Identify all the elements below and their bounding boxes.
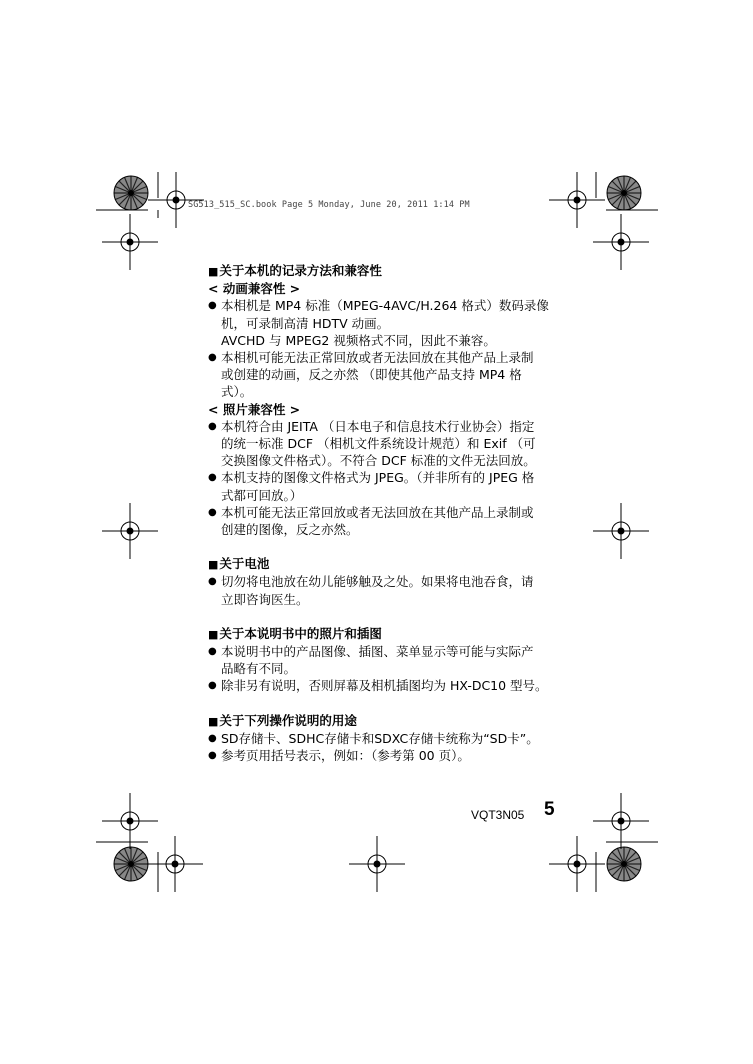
list-item-text: 交换图像文件格式）。不符合 DCF 标准的文件无法回放。 — [221, 453, 536, 469]
bullet-icon: ● — [208, 352, 217, 364]
page-number: 5 — [544, 799, 555, 820]
square-bullet-icon: ■ — [208, 627, 219, 641]
square-bullet-icon: ■ — [208, 558, 219, 572]
subsection-title: < 动画兼容性 > — [208, 281, 301, 297]
list-item-text: 或创建的动画，反之亦然 （即使其他产品支持 MP4 格 — [221, 367, 522, 383]
manual-content — [208, 262, 564, 764]
print-slug-header: SG513_515_SC.book Page 5 Monday, June 20, 2011 1:14 PM — [188, 200, 470, 210]
section-title — [208, 625, 564, 643]
section-title-text: 关于下列操作说明的用途 — [219, 712, 357, 728]
subsection-title: < 照片兼容性 > — [208, 401, 301, 417]
list-item — [208, 349, 564, 401]
section-gap — [208, 608, 564, 625]
section-title-text: 关于本说明书中的照片和插图 — [219, 625, 382, 641]
list-item — [208, 418, 564, 470]
list-item-text: 本说明书中的产品图像、插图、菜单显示等可能与实际产 — [221, 644, 534, 660]
bullet-icon: ● — [208, 732, 217, 744]
section-title — [208, 712, 564, 730]
list-item-text: 品略有不同。 — [221, 661, 297, 677]
list-item-text: AVCHD 与 MPEG2 视频格式不同，因此不兼容。 — [221, 332, 496, 348]
list-item-text: 本机可能无法正常回放或者无法回放在其他产品上录制或 — [221, 504, 534, 520]
section-gap — [208, 695, 564, 712]
list-item-text: 本相机可能无法正常回放或者无法回放在其他产品上录制 — [221, 350, 534, 366]
list-item — [208, 469, 564, 503]
bullet-icon: ● — [208, 576, 217, 588]
list-item-text: 本相机是 MP4 标准（MPEG-4AVC/H.264 格式）数码录像 — [221, 298, 549, 314]
bullet-icon: ● — [208, 300, 217, 312]
list-item — [208, 297, 564, 349]
list-item-text: 本机符合由 JEITA （日本电子和信息技术行业协会）指定 — [221, 418, 535, 434]
list-item-text: 参考页用括号表示，例如：（参考第 00 页）。 — [221, 748, 470, 764]
section-title — [208, 262, 564, 280]
list-item — [208, 643, 564, 677]
list-item-text: 本机支持的图像文件格式为 JPEG。（并非所有的 JPEG 格 — [221, 470, 535, 486]
list-item-text: 式都可回放。） — [221, 487, 303, 503]
bullet-icon: ● — [208, 750, 217, 762]
list-item-text: SD存储卡、SDHC存储卡和SDXC存储卡统称为“SD卡”。 — [221, 730, 539, 746]
list-item-text: 式）。 — [221, 384, 253, 400]
list-item-text: 机，可录制高清 HDTV 动画。 — [221, 315, 390, 331]
square-bullet-icon: ■ — [208, 714, 219, 728]
section-title-text: 关于电池 — [219, 556, 270, 572]
list-item — [208, 677, 564, 694]
list-item — [208, 730, 564, 747]
section-title-text: 关于本机的记录方法和兼容性 — [219, 263, 382, 278]
list-item — [208, 504, 564, 538]
section-gap — [208, 538, 564, 555]
bullet-icon: ● — [208, 506, 217, 518]
list-item — [208, 747, 564, 764]
list-item-text: 的统一标准 DCF （相机文件系统设计规范）和 Exif （可 — [221, 436, 536, 452]
list-item-text: 切勿将电池放在幼儿能够触及之处。如果将电池吞食，请 — [221, 574, 534, 590]
section-title — [208, 555, 564, 573]
bullet-icon: ● — [208, 472, 217, 484]
list-item-text: 创建的图像，反之亦然。 — [221, 522, 359, 538]
model-code: VQT3N05 — [471, 808, 525, 822]
bullet-icon: ● — [208, 420, 217, 432]
list-item-text: 除非另有说明，否则屏幕及相机插图均为 HX-DC10 型号。 — [221, 678, 548, 694]
bullet-icon: ● — [208, 680, 217, 692]
list-item — [208, 573, 564, 607]
square-bullet-icon: ■ — [208, 265, 219, 278]
bullet-icon: ● — [208, 646, 217, 658]
list-item-text: 立即咨询医生。 — [221, 591, 309, 607]
